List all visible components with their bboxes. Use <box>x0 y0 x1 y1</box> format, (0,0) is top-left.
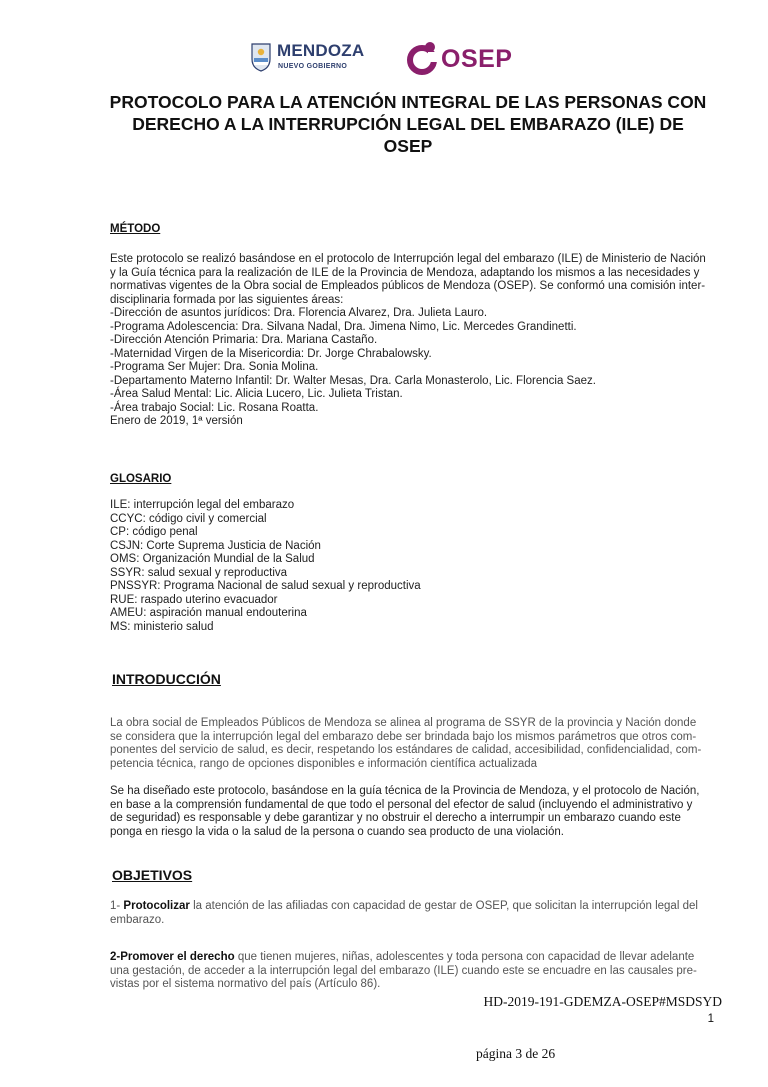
page-number: 1 <box>707 1013 714 1025</box>
mendoza-logo-name: MENDOZA <box>277 41 365 60</box>
objetivo-2-line-1 <box>110 951 697 965</box>
objetivo-1 <box>110 900 698 927</box>
title-line-1: PROTOCOLO PARA LA ATENCIÓN INTEGRAL DE LAS PERSONAS CON <box>109 92 707 112</box>
metodo-line: Este protocolo se realizó basándose en el protocolo de Interrupción legal del embarazo (ILE) de Ministerio de Nación <box>110 253 706 265</box>
metodo-line: Enero de 2019, 1ª versión <box>110 415 243 427</box>
objetivo-1-line-2: embarazo. <box>110 913 165 926</box>
introduccion-heading: INTRODUCCIÓN <box>112 671 221 687</box>
document-title <box>108 91 708 157</box>
objetivo-2-bold: 2-Promover el derecho <box>110 951 235 963</box>
objetivo-1-bold: Protocolizar <box>123 900 190 912</box>
mendoza-shield-icon <box>250 42 272 72</box>
intro-line: de seguridad) es responsable y debe garantizar y no obstruir el derecho a interrumpir un embarazo cuando este <box>110 812 681 824</box>
objetivo-2-line-2: una gestación, de acceder a la interrupción legal del embarazo (ILE) cuando este se encuadre en las causales pre- <box>110 964 697 977</box>
objetivo-2-text: que tienen mujeres, niñas, adolescentes y toda persona con capacidad de llevar adelante <box>234 951 695 963</box>
metodo-line: -Dirección de asuntos jurídicos: Dra. Florencia Alvarez, Dra. Julieta Lauro. <box>110 307 488 319</box>
glosario-item: MS: ministerio salud <box>110 620 214 633</box>
mendoza-logo-subtitle: NUEVO GOBIERNO <box>278 63 348 70</box>
glosario-item: SSYR: salud sexual y reproductiva <box>110 566 288 579</box>
metodo-body <box>110 253 706 429</box>
glosario-item: CSJN: Corte Suprema Justicia de Nación <box>110 539 321 552</box>
glosario-item: OMS: Organización Mundial de la Salud <box>110 553 315 565</box>
metodo-line: -Programa Ser Mujer: Dra. Sonia Molina. <box>110 361 319 373</box>
glosario-item: ILE: interrupción legal del embarazo <box>110 499 295 511</box>
osep-logo-name: OSEP <box>441 45 513 73</box>
document-code: HD-2019-191-GDEMZA-OSEP#MSDSYD <box>483 994 722 1009</box>
intro-line: Se ha diseñado este protocolo, basándose en la guía técnica de la Provincia de Mendoza, y el protocolo de Nación, <box>110 785 700 797</box>
metodo-line: -Área Salud Mental: Lic. Alicia Lucero, Lic. Julieta Tristan. <box>110 388 403 400</box>
metodo-line: -Área trabajo Social: Lic. Rosana Roatta. <box>110 401 319 414</box>
introduccion-paragraph-1 <box>110 717 701 771</box>
intro-line: ponga en riesgo la vida o la salud de la persona o cuando sea producto de una violación. <box>110 825 564 838</box>
objetivos-heading: OBJETIVOS <box>112 867 193 883</box>
metodo-line: -Dirección Atención Primaria: Dra. Mariana Castaño. <box>110 334 378 346</box>
metodo-line: -Maternidad Virgen de la Misericordia: Dr. Jorge Chrabalowsky. <box>110 347 432 360</box>
metodo-line: y la Guía técnica para la realización de ILE de la Provincia de Mendoza, adaptando los mismos a las necesidades y <box>110 266 700 279</box>
glosario-heading: GLOSARIO <box>110 473 172 485</box>
osep-logo <box>405 40 525 78</box>
intro-line: La obra social de Empleados Públicos de Mendoza se alinea al programa de SSYR de la provincia y Nación donde <box>110 717 697 729</box>
mendoza-logo <box>250 40 365 78</box>
title-line-2: DERECHO A LA INTERRUPCIÓN LEGAL DEL EMBARAZO (ILE) DE OSEP <box>132 114 684 156</box>
objetivo-1-prefix: 1- <box>110 900 124 912</box>
objetivo-1-text: la atención de las afiliadas con capacidad de gestar de OSEP, que solicitan la interrupción legal del <box>189 900 698 912</box>
glosario-list <box>110 499 421 634</box>
intro-line: en base a la comprensión fundamental de que todo el personal del efector de salud (incluyendo el administrativo y <box>110 798 693 811</box>
objetivo-2 <box>110 951 697 992</box>
osep-mark-icon <box>405 40 441 76</box>
metodo-heading: MÉTODO <box>110 223 161 235</box>
metodo-line: -Programa Adolescencia: Dra. Silvana Nadal, Dra. Jimena Nimo, Lic. Mercedes Grandinetti. <box>110 320 577 333</box>
objetivo-1-line-1 <box>110 900 698 914</box>
page-label: página 3 de 26 <box>476 1046 556 1061</box>
glosario-item: CP: código penal <box>110 526 198 538</box>
glosario-item: CCYC: código civil y comercial <box>110 512 267 525</box>
metodo-line: -Departamento Materno Infantil: Dr. Walter Mesas, Dra. Carla Monasterolo, Lic. Florencia Saez. <box>110 374 596 387</box>
glosario-item: RUE: raspado uterino evacuador <box>110 593 278 606</box>
introduccion-paragraph-2 <box>110 785 699 839</box>
objetivo-2-line-3: vistas por el sistema normativo del país (Artículo 86). <box>110 978 381 990</box>
intro-line: petencia técnica, rango de opciones disponibles e información científica actualizada <box>110 757 538 770</box>
glosario-item: AMEU: aspiración manual endouterina <box>110 607 307 619</box>
intro-line: ponentes del servicio de salud, es decir, respetando los estándares de calidad, accesibilidad, confidencialidad, com- <box>110 744 702 756</box>
metodo-line: normativas vigentes de la Obra social de Empleados públicos de Mendoza (OSEP). Se conformó una comisión inter- <box>110 280 706 292</box>
glosario-item: PNSSYR: Programa Nacional de salud sexual y reproductiva <box>110 580 421 592</box>
intro-line: se considera que la interrupción legal del embarazo debe ser brindada bajo los mismos parámetros que otros com- <box>110 730 697 743</box>
metodo-line: disciplinaria formada por las siguientes áreas: <box>110 293 344 306</box>
